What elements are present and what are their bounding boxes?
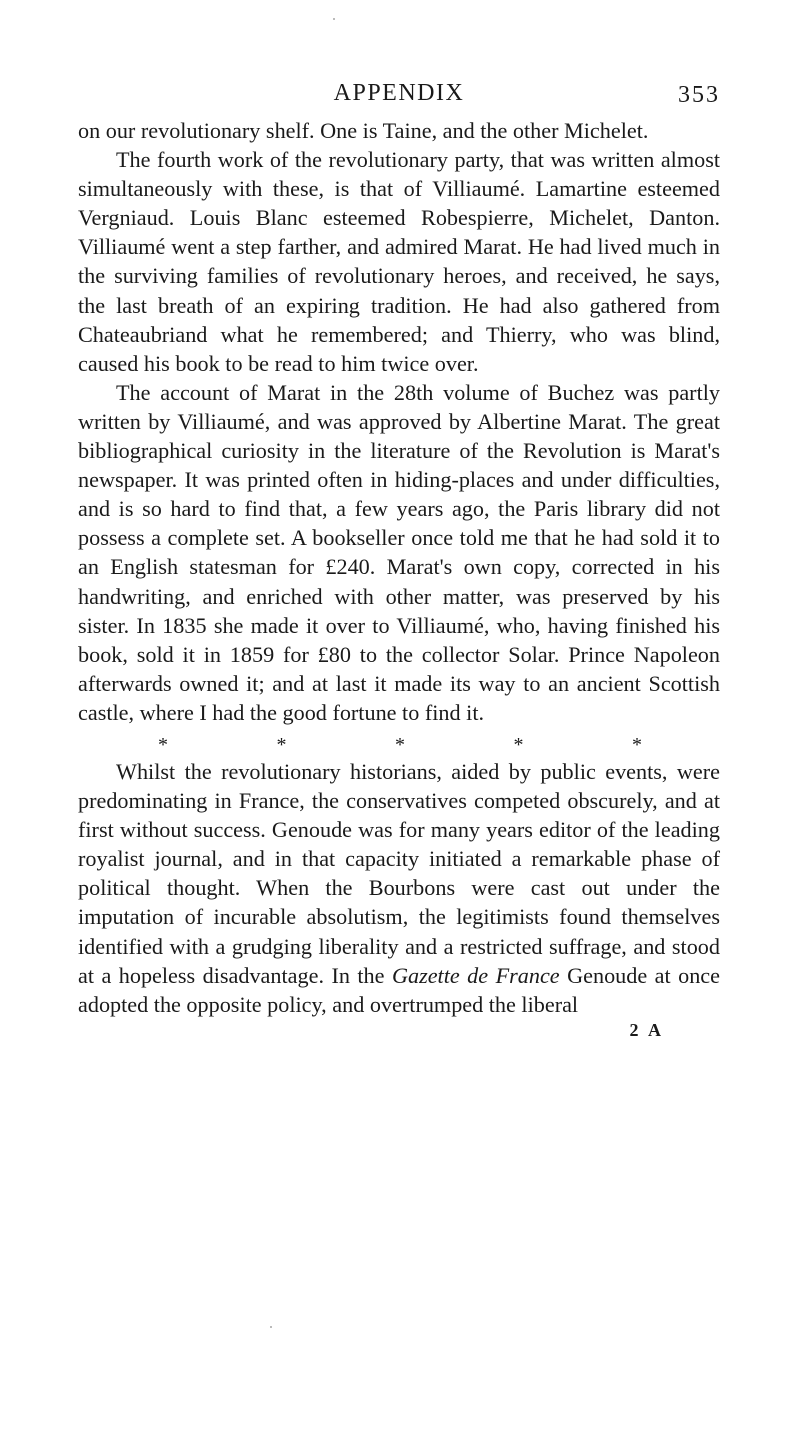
paragraph-text: Genoude at once adopted the opposite policy, and overtrumped the liberal — [78, 962, 721, 1017]
speck-top — [333, 18, 335, 20]
paragraph-continued: on our revolutionary shelf. One is Taine, and the other Michelet. — [78, 118, 649, 143]
newspaper-title: Gazette de France — [391, 962, 560, 988]
page-number: 353 — [678, 82, 720, 108]
body-text — [78, 116, 720, 1019]
signature-mark: 2 A — [629, 1019, 664, 1040]
section-separator — [78, 727, 720, 757]
paragraph: The account of Marat in the 28th volume of Buchez was partly written by Villiaumé, and was approved by Albertine Marat. The great bibliographical curiosity in the literature of the Revolution is Marat's newspaper. It was printed often in hiding-places and under difficulties, and is so hard to find that, a few years ago, the Paris library did not possess a complete set. A bookseller once told me that he had sold it to an English statesman for £240. Marat's own copy, corrected in his handwriting, and enriched with other matter, was preserved by his sister. In 1835 she made it over to Villiaumé, who, having finished his book, sold it in 1859 for £80 to the collector Solar. Prince Napoleon afterwards owned it; and at last it made its way to an ancient Scottish castle, where I had the good fortune to find it. — [78, 379, 720, 725]
speck-bottom — [270, 1326, 272, 1328]
paragraph — [78, 757, 720, 1019]
paragraph: The fourth work of the revolutionary party, that was written almost simultaneously with these, is that of Villiaumé. Lamartine esteemed Vergniaud. Louis Blanc esteemed Robespierre, Michelet, Danton. Villiaumé went a step farther, and admired Marat. He had lived much in the surviving families of revolutionary heroes, and received, he says, the last breath of an expiring tradition. He had also gathered from Chateaubriand what he remembered; and Thierry, who was blind, caused his book to be read to him twice over. — [78, 147, 720, 376]
separator-star: * — [276, 733, 287, 756]
separator-star: * — [395, 733, 405, 756]
running-title: APPENDIX — [333, 80, 465, 106]
separator-star: * — [632, 733, 642, 756]
running-head — [78, 80, 720, 116]
separator-star: * — [513, 733, 524, 756]
book-page — [78, 80, 720, 1041]
paragraph-text: Whilst the revolutionary historians, aided by public events, were predominating in France, the conservatives competed obscurely, and at first without success. Genoude was for many years editor of the leading royalist journal, and in that capacity initiated a remarkable phase of political thought. When the Bourbons were cast out under the imputation of incurable absolutism, the legitimists found themselves identified with a grudging liberality and a restricted suffrage, and stood at a hopeless disadvantage. In the — [78, 758, 720, 988]
separator-star: * — [158, 733, 168, 756]
